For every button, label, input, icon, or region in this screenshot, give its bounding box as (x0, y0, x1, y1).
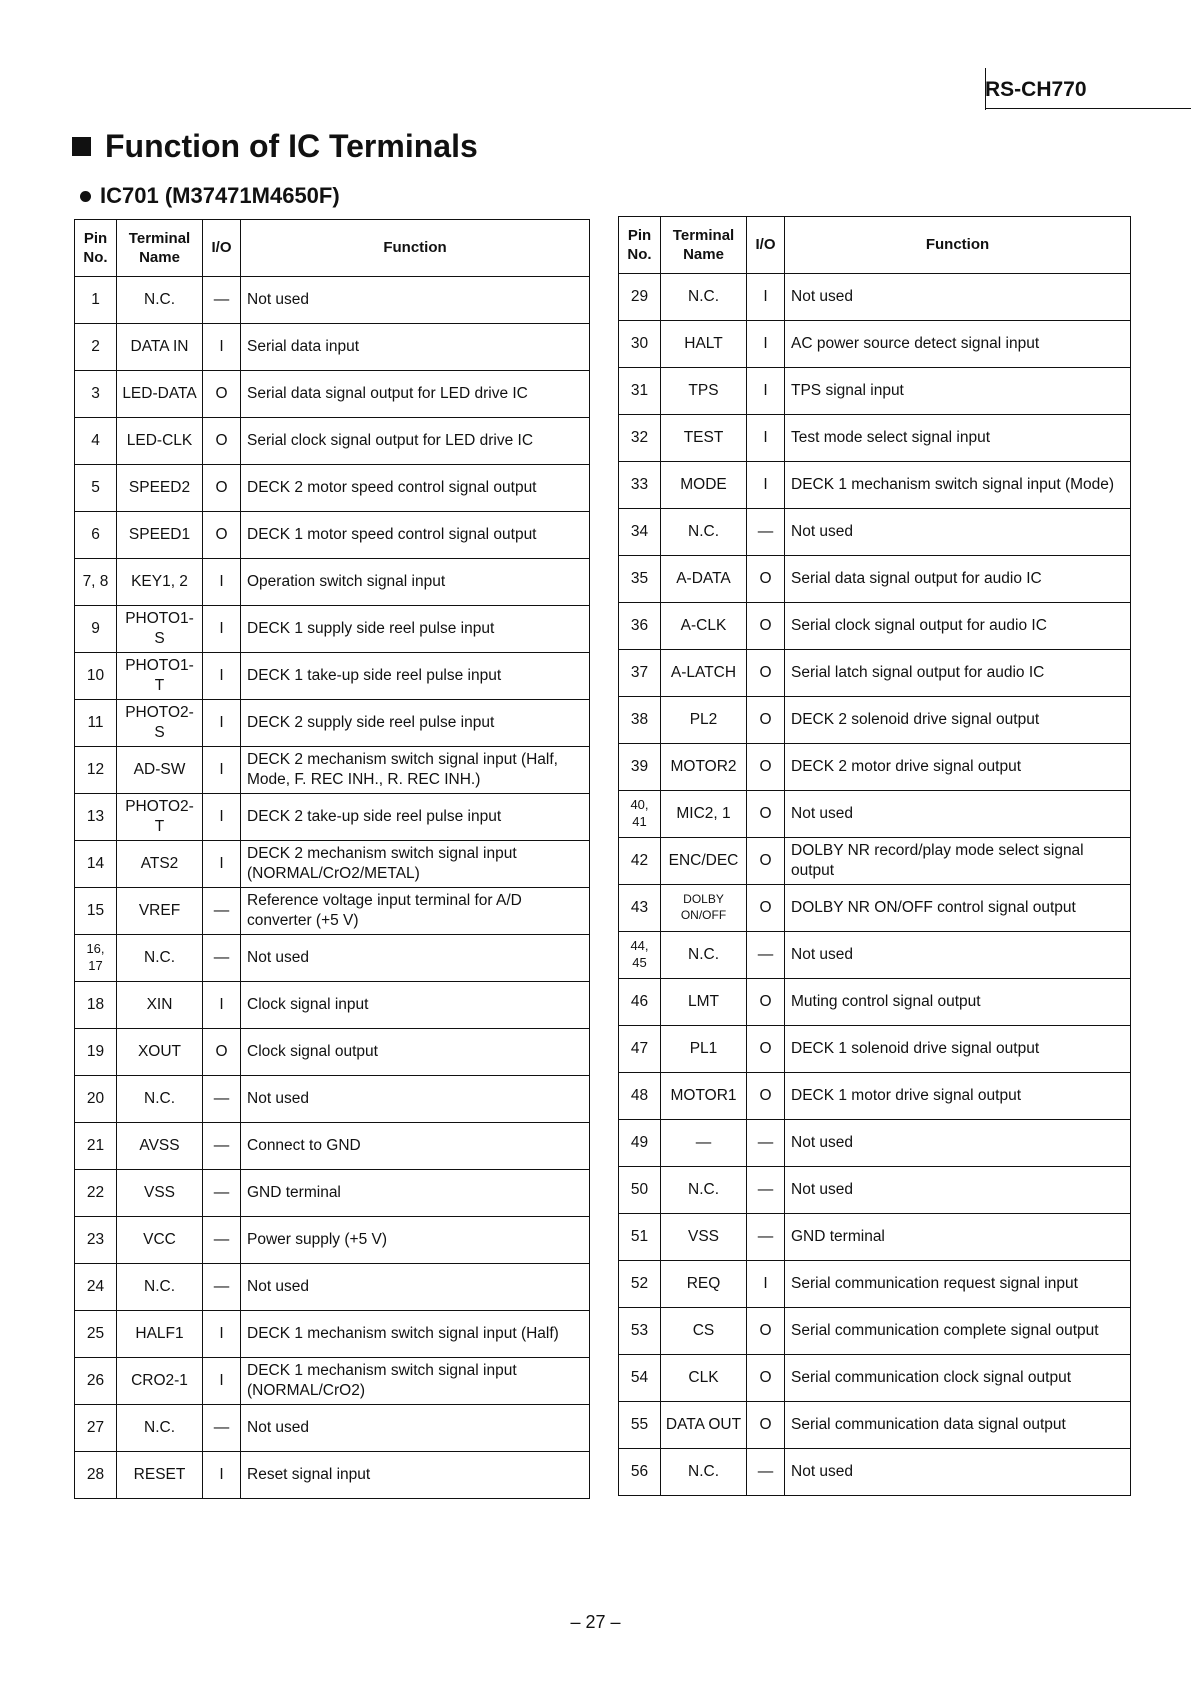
header-io: I/O (203, 220, 241, 277)
io-cell: O (203, 512, 241, 559)
function-cell: Power supply (+5 V) (241, 1217, 590, 1264)
pin-number-cell: 23 (75, 1217, 117, 1264)
table-row (619, 650, 1131, 697)
function-cell: DECK 2 take-up side reel pulse input (241, 794, 590, 841)
pin-number-cell: 11 (75, 700, 117, 747)
pin-number-cell: 31 (619, 368, 661, 415)
table-header-row (619, 217, 1131, 274)
terminal-name-cell: MIC2, 1 (661, 791, 747, 838)
table-row (75, 888, 590, 935)
terminal-name-cell: DOLBY ON/OFF (661, 885, 747, 932)
terminal-name-cell: N.C. (117, 1405, 203, 1452)
io-cell: O (203, 1029, 241, 1076)
terminal-name-cell: A-DATA (661, 556, 747, 603)
terminal-name-cell: N.C. (117, 935, 203, 982)
pin-number-cell: 24 (75, 1264, 117, 1311)
table-row (619, 697, 1131, 744)
table-row (75, 277, 590, 324)
function-cell: DECK 1 motor drive signal output (785, 1073, 1131, 1120)
round-bullet-icon (80, 191, 91, 202)
io-cell: I (203, 794, 241, 841)
io-cell: I (203, 653, 241, 700)
function-cell: Muting control signal output (785, 979, 1131, 1026)
io-cell: — (747, 1167, 785, 1214)
table-row (75, 1452, 590, 1499)
table-row (75, 324, 590, 371)
pin-number-cell: 32 (619, 415, 661, 462)
table-header-row (75, 220, 590, 277)
function-cell: DECK 1 solenoid drive signal output (785, 1026, 1131, 1073)
pin-number-cell: 37 (619, 650, 661, 697)
function-cell: DECK 1 motor speed control signal output (241, 512, 590, 559)
function-cell: Not used (785, 1167, 1131, 1214)
terminal-name-cell: CS (661, 1308, 747, 1355)
pin-number-cell: 2 (75, 324, 117, 371)
table-row (75, 1076, 590, 1123)
terminal-name-cell: TPS (661, 368, 747, 415)
function-cell: Test mode select signal input (785, 415, 1131, 462)
function-cell: DECK 2 mechanism switch signal input (Half, Mode, F. REC INH., R. REC INH.) (241, 747, 590, 794)
terminal-name-cell: VSS (117, 1170, 203, 1217)
function-cell: DECK 1 take-up side reel pulse input (241, 653, 590, 700)
function-cell: GND terminal (241, 1170, 590, 1217)
header-pin-no: Pin No. (619, 217, 661, 274)
table-row (619, 1214, 1131, 1261)
pin-number-cell: 36 (619, 603, 661, 650)
page-heading (72, 128, 478, 165)
terminal-name-cell: PHOTO2-T (117, 794, 203, 841)
header-pin-no: Pin No. (75, 220, 117, 277)
pin-table-left-body (75, 277, 590, 1499)
pin-number-cell: 6 (75, 512, 117, 559)
function-cell: Serial data signal output for audio IC (785, 556, 1131, 603)
terminal-name-cell: MOTOR2 (661, 744, 747, 791)
table-row (619, 274, 1131, 321)
function-cell: Serial clock signal output for LED drive IC (241, 418, 590, 465)
io-cell: I (203, 982, 241, 1029)
pin-number-cell: 44, 45 (619, 932, 661, 979)
function-cell: Reset signal input (241, 1452, 590, 1499)
io-cell: I (747, 462, 785, 509)
table-row (619, 744, 1131, 791)
io-cell: O (747, 744, 785, 791)
pin-number-cell: 47 (619, 1026, 661, 1073)
table-row (619, 838, 1131, 885)
table-row (75, 1311, 590, 1358)
function-cell: Not used (785, 274, 1131, 321)
io-cell: O (747, 979, 785, 1026)
io-cell: — (203, 1123, 241, 1170)
table-row (75, 1405, 590, 1452)
io-cell: I (203, 747, 241, 794)
table-row (619, 885, 1131, 932)
pin-number-cell: 22 (75, 1170, 117, 1217)
pin-number-cell: 7, 8 (75, 559, 117, 606)
table-row (75, 794, 590, 841)
io-cell: I (747, 368, 785, 415)
pin-number-cell: 16, 17 (75, 935, 117, 982)
function-cell: AC power source detect signal input (785, 321, 1131, 368)
io-cell: — (203, 935, 241, 982)
io-cell: — (747, 1449, 785, 1496)
pin-number-cell: 29 (619, 274, 661, 321)
pin-number-cell: 38 (619, 697, 661, 744)
terminal-name-cell: N.C. (117, 1264, 203, 1311)
function-cell: Operation switch signal input (241, 559, 590, 606)
table-row (75, 559, 590, 606)
terminal-name-cell: VCC (117, 1217, 203, 1264)
table-row (75, 1170, 590, 1217)
pin-number-cell: 15 (75, 888, 117, 935)
function-cell: Reference voltage input terminal for A/D converter (+5 V) (241, 888, 590, 935)
function-cell: DECK 2 supply side reel pulse input (241, 700, 590, 747)
table-row (619, 1026, 1131, 1073)
table-row (75, 653, 590, 700)
page-heading-text: Function of IC Terminals (105, 128, 478, 164)
table-row (619, 603, 1131, 650)
pin-table-left (74, 219, 590, 1499)
function-cell: Serial latch signal output for audio IC (785, 650, 1131, 697)
pin-number-cell: 49 (619, 1120, 661, 1167)
header-function: Function (241, 220, 590, 277)
pin-number-cell: 20 (75, 1076, 117, 1123)
pin-number-cell: 9 (75, 606, 117, 653)
terminal-name-cell: PL2 (661, 697, 747, 744)
io-cell: O (747, 697, 785, 744)
table-row (619, 1261, 1131, 1308)
pin-number-cell: 34 (619, 509, 661, 556)
pin-number-cell: 12 (75, 747, 117, 794)
table-row (619, 415, 1131, 462)
function-cell: DECK 2 mechanism switch signal input (NORMAL/CrO2/METAL) (241, 841, 590, 888)
table-row (619, 1449, 1131, 1496)
function-cell: Serial communication data signal output (785, 1402, 1131, 1449)
table-row (619, 932, 1131, 979)
io-cell: O (747, 556, 785, 603)
function-cell: DECK 2 motor drive signal output (785, 744, 1131, 791)
pin-number-cell: 18 (75, 982, 117, 1029)
function-cell: Serial communication complete signal output (785, 1308, 1131, 1355)
pin-number-cell: 52 (619, 1261, 661, 1308)
table-row (619, 1402, 1131, 1449)
model-number: RS-CH770 (985, 78, 1087, 101)
terminal-name-cell: DATA IN (117, 324, 203, 371)
pin-number-cell: 10 (75, 653, 117, 700)
function-cell: Not used (785, 791, 1131, 838)
header-divider-horizontal (985, 108, 1191, 109)
terminal-name-cell: A-LATCH (661, 650, 747, 697)
io-cell: O (747, 1073, 785, 1120)
terminal-name-cell: MOTOR1 (661, 1073, 747, 1120)
pin-number-cell: 21 (75, 1123, 117, 1170)
table-row (75, 841, 590, 888)
table-row (75, 747, 590, 794)
pin-number-cell: 55 (619, 1402, 661, 1449)
pin-number-cell: 40, 41 (619, 791, 661, 838)
function-cell: Clock signal output (241, 1029, 590, 1076)
io-cell: I (203, 1311, 241, 1358)
io-cell: — (203, 277, 241, 324)
terminal-name-cell: N.C. (661, 1449, 747, 1496)
io-cell: — (203, 1170, 241, 1217)
table-row (75, 465, 590, 512)
io-cell: I (203, 1358, 241, 1405)
terminal-name-cell: AVSS (117, 1123, 203, 1170)
function-cell: Not used (785, 1120, 1131, 1167)
function-cell: DECK 1 mechanism switch signal input (NORMAL/CrO2) (241, 1358, 590, 1405)
function-cell: Serial clock signal output for audio IC (785, 603, 1131, 650)
io-cell: O (203, 418, 241, 465)
io-cell: O (747, 838, 785, 885)
terminal-name-cell: N.C. (117, 1076, 203, 1123)
pin-table-right-body (619, 274, 1131, 1496)
io-cell: — (203, 1405, 241, 1452)
pin-number-cell: 35 (619, 556, 661, 603)
table-row (619, 368, 1131, 415)
function-cell: DECK 2 motor speed control signal output (241, 465, 590, 512)
table-row (75, 1358, 590, 1405)
pin-number-cell: 14 (75, 841, 117, 888)
function-cell: DECK 1 mechanism switch signal input (Mode) (785, 462, 1131, 509)
header-terminal-name: Terminal Name (661, 217, 747, 274)
terminal-name-cell: LED-CLK (117, 418, 203, 465)
terminal-name-cell: LED-DATA (117, 371, 203, 418)
terminal-name-cell: PHOTO2-S (117, 700, 203, 747)
io-cell: — (203, 1076, 241, 1123)
table-row (75, 1217, 590, 1264)
pin-number-cell: 13 (75, 794, 117, 841)
function-cell: DECK 2 solenoid drive signal output (785, 697, 1131, 744)
function-cell: TPS signal input (785, 368, 1131, 415)
io-cell: — (747, 1214, 785, 1261)
table-row (75, 982, 590, 1029)
table-row (75, 1264, 590, 1311)
function-cell: Serial data input (241, 324, 590, 371)
pin-number-cell: 28 (75, 1452, 117, 1499)
function-cell: Not used (241, 935, 590, 982)
pin-number-cell: 4 (75, 418, 117, 465)
terminal-name-cell: LMT (661, 979, 747, 1026)
terminal-name-cell: SPEED2 (117, 465, 203, 512)
io-cell: O (747, 1308, 785, 1355)
function-cell: Clock signal input (241, 982, 590, 1029)
function-cell: Not used (241, 1405, 590, 1452)
io-cell: O (203, 371, 241, 418)
terminal-name-cell: SPEED1 (117, 512, 203, 559)
io-cell: O (747, 791, 785, 838)
io-cell: — (747, 932, 785, 979)
header-function: Function (785, 217, 1131, 274)
io-cell: I (203, 700, 241, 747)
function-cell: DECK 1 supply side reel pulse input (241, 606, 590, 653)
pin-number-cell: 39 (619, 744, 661, 791)
table-row (619, 1167, 1131, 1214)
terminal-name-cell: N.C. (661, 274, 747, 321)
terminal-name-cell: REQ (661, 1261, 747, 1308)
table-row (619, 462, 1131, 509)
table-row (75, 1029, 590, 1076)
terminal-name-cell: MODE (661, 462, 747, 509)
function-cell: Connect to GND (241, 1123, 590, 1170)
table-row (619, 1355, 1131, 1402)
terminal-name-cell: AD-SW (117, 747, 203, 794)
io-cell: I (203, 606, 241, 653)
io-cell: — (203, 1264, 241, 1311)
pin-number-cell: 25 (75, 1311, 117, 1358)
io-cell: I (747, 415, 785, 462)
table-row (75, 512, 590, 559)
table-row (619, 556, 1131, 603)
pin-number-cell: 46 (619, 979, 661, 1026)
function-cell: Serial communication clock signal output (785, 1355, 1131, 1402)
function-cell: Not used (241, 1264, 590, 1311)
terminal-name-cell: VREF (117, 888, 203, 935)
io-cell: I (747, 321, 785, 368)
table-row (619, 1308, 1131, 1355)
function-cell: Not used (785, 509, 1131, 556)
terminal-name-cell: N.C. (661, 509, 747, 556)
header-terminal-name: Terminal Name (117, 220, 203, 277)
io-cell: I (747, 274, 785, 321)
terminal-name-cell: XIN (117, 982, 203, 1029)
pin-number-cell: 3 (75, 371, 117, 418)
pin-number-cell: 5 (75, 465, 117, 512)
function-cell: Not used (785, 932, 1131, 979)
terminal-name-cell: CRO2-1 (117, 1358, 203, 1405)
table-row (75, 371, 590, 418)
terminal-name-cell: A-CLK (661, 603, 747, 650)
function-cell: Not used (785, 1449, 1131, 1496)
function-cell: Not used (241, 1076, 590, 1123)
io-cell: I (203, 324, 241, 371)
table-row (619, 979, 1131, 1026)
pin-number-cell: 1 (75, 277, 117, 324)
function-cell: Serial data signal output for LED drive IC (241, 371, 590, 418)
table-row (619, 1073, 1131, 1120)
io-cell: O (747, 650, 785, 697)
pin-number-cell: 51 (619, 1214, 661, 1261)
function-cell: DECK 1 mechanism switch signal input (Half) (241, 1311, 590, 1358)
function-cell: DOLBY NR record/play mode select signal output (785, 838, 1131, 885)
pin-number-cell: 54 (619, 1355, 661, 1402)
ic-subheading (80, 183, 340, 209)
io-cell: I (203, 1452, 241, 1499)
table-row (75, 935, 590, 982)
terminal-name-cell: HALF1 (117, 1311, 203, 1358)
function-cell: Serial communication request signal input (785, 1261, 1131, 1308)
terminal-name-cell: KEY1, 2 (117, 559, 203, 606)
header-io: I/O (747, 217, 785, 274)
io-cell: — (747, 509, 785, 556)
table-row (619, 321, 1131, 368)
table-row (75, 418, 590, 465)
io-cell: O (747, 885, 785, 932)
terminal-name-cell: RESET (117, 1452, 203, 1499)
table-row (619, 791, 1131, 838)
function-cell: DOLBY NR ON/OFF control signal output (785, 885, 1131, 932)
square-bullet-icon (72, 137, 91, 156)
terminal-name-cell: DATA OUT (661, 1402, 747, 1449)
terminal-name-cell: CLK (661, 1355, 747, 1402)
io-cell: — (747, 1120, 785, 1167)
terminal-name-cell: N.C. (117, 277, 203, 324)
io-cell: I (203, 841, 241, 888)
pin-number-cell: 48 (619, 1073, 661, 1120)
table-row (619, 509, 1131, 556)
page-number: – 27 – (570, 1612, 621, 1632)
table-row (75, 606, 590, 653)
terminal-name-cell: PHOTO1-T (117, 653, 203, 700)
terminal-name-cell: ENC/DEC (661, 838, 747, 885)
terminal-name-cell: XOUT (117, 1029, 203, 1076)
pin-number-cell: 19 (75, 1029, 117, 1076)
io-cell: O (747, 1402, 785, 1449)
terminal-name-cell: PL1 (661, 1026, 747, 1073)
terminal-name-cell: VSS (661, 1214, 747, 1261)
pin-number-cell: 56 (619, 1449, 661, 1496)
io-cell: O (747, 1355, 785, 1402)
io-cell: I (203, 559, 241, 606)
terminal-name-cell: N.C. (661, 932, 747, 979)
terminal-name-cell: PHOTO1-S (117, 606, 203, 653)
pin-number-cell: 43 (619, 885, 661, 932)
terminal-name-cell: TEST (661, 415, 747, 462)
pin-table-right (618, 216, 1131, 1496)
function-cell: GND terminal (785, 1214, 1131, 1261)
pin-number-cell: 27 (75, 1405, 117, 1452)
io-cell: I (747, 1261, 785, 1308)
terminal-name-cell: ATS2 (117, 841, 203, 888)
pin-number-cell: 26 (75, 1358, 117, 1405)
io-cell: — (203, 1217, 241, 1264)
terminal-name-cell: HALT (661, 321, 747, 368)
table-row (75, 700, 590, 747)
function-cell: Not used (241, 277, 590, 324)
io-cell: O (747, 1026, 785, 1073)
pin-number-cell: 50 (619, 1167, 661, 1214)
pin-number-cell: 33 (619, 462, 661, 509)
table-row (75, 1123, 590, 1170)
pin-number-cell: 30 (619, 321, 661, 368)
io-cell: O (203, 465, 241, 512)
io-cell: O (747, 603, 785, 650)
ic-subheading-text: IC701 (M37471M4650F) (100, 183, 340, 208)
pin-number-cell: 42 (619, 838, 661, 885)
terminal-name-cell: — (661, 1120, 747, 1167)
pin-number-cell: 53 (619, 1308, 661, 1355)
terminal-name-cell: N.C. (661, 1167, 747, 1214)
table-row (619, 1120, 1131, 1167)
io-cell: — (203, 888, 241, 935)
